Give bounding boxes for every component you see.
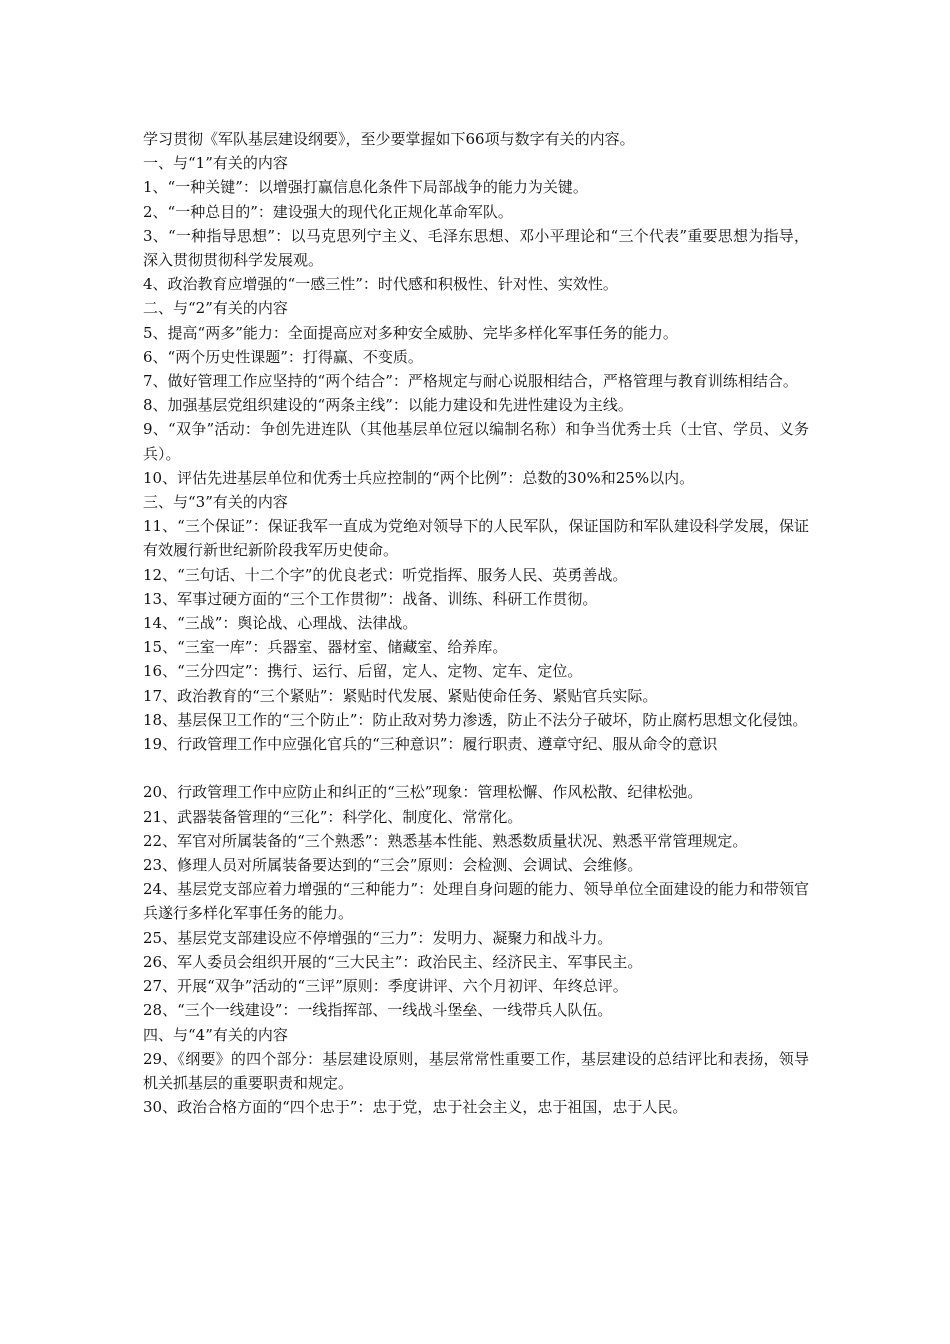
paragraph: 7、做好管理工作应坚持的“两个结合”：严格规定与耐心说服相结合，严格管理与教育训练相结合。 <box>143 372 798 391</box>
paragraph: 4、政治教育应增强的“一感三性”：时代感和积极性、针对性、实效性。 <box>143 275 618 294</box>
paragraph: 3、“一种指导思想”：以马克思列宁主义、毛泽东思想、邓小平理论和“三个代表”重要思想为指导，深入贯彻贯彻科学发展观。 <box>143 226 809 270</box>
paragraph: 29、《纲要》的四个部分：基层建设原则，基层常常性重要工作，基层建设的总结评比和表扬，领导机关抓基层的重要职责和规定。 <box>143 1049 809 1092</box>
paragraph: 27、开展“双争”活动的“三评”原则：季度讲评、六个月初评、年终总评。 <box>143 977 628 996</box>
paragraph: 30、政治合格方面的“四个忠于”：忠于党，忠于社会主义，忠于祖国，忠于人民。 <box>143 1098 688 1117</box>
blank-line <box>143 756 809 780</box>
paragraph: 9、“双争”活动：争创先进连队（其他基层单位冠以编制名称）和争当优秀士兵（士官、学员、义务兵）。 <box>143 420 809 463</box>
paragraph: 16、“三分四定”：携行、运行、后留，定人、定物、定车、定位。 <box>143 662 583 681</box>
paragraph: 6、“两个历史性课题”：打得赢、不变质。 <box>143 347 423 366</box>
section-heading: 三、与“3”有关的内容 <box>143 493 288 512</box>
paragraph: 15、“三室一库”：兵器室、器材室、储藏室、给养库。 <box>143 638 508 657</box>
paragraph: 11、“三个保证”：保证我军一直成为党绝对领导下的人民军队，保证国防和军队建设科学发展，保证有效履行新世纪新阶段我军历史使命。 <box>143 517 809 560</box>
paragraph: 19、行政管理工作中应强化官兵的“三种意识”：履行职责、遵章守纪、服从命令的意识 <box>143 735 718 754</box>
paragraph: 18、基层保卫工作的“三个防止”：防止敌对势力渗透，防止不法分子破坏，防止腐朽思想文化侵蚀。 <box>143 710 808 729</box>
paragraph: 13、军事过硬方面的“三个工作贯彻”：战备、训练、科研工作贯彻。 <box>143 589 598 608</box>
paragraph: 20、行政管理工作中应防止和纠正的“三松”现象：管理松懈、作风松散、纪律松弛。 <box>143 783 703 802</box>
paragraph: 8、加强基层党组织建设的“两条主线”：以能力建设和先进性建设为主线。 <box>143 396 633 415</box>
paragraph: 26、军人委员会组织开展的“三大民主”：政治民主、经济民主、军事民主。 <box>143 952 643 971</box>
paragraph: 24、基层党支部应着力增强的“三种能力”：处理自身问题的能力、领导单位全面建设的能力和带领官兵遂行多样化军事任务的能力。 <box>143 880 809 923</box>
paragraph: 28、“三个一线建设”：一线指挥部、一线战斗堡垒、一线带兵人队伍。 <box>143 1001 613 1020</box>
paragraph: 5、提高“两多”能力：全面提高应对多种安全威胁、完毕多样化军事任务的能力。 <box>143 323 678 342</box>
paragraph: 23、修理人员对所属装备要达到的“三会”原则：会检测、会调试、会维修。 <box>143 856 643 875</box>
paragraph: 17、政治教育的“三个紧贴”：紧贴时代发展、紧贴使命任务、紧贴官兵实际。 <box>143 686 658 705</box>
section-heading: 一、与“1”有关的内容 <box>143 154 288 173</box>
paragraph: 学习贯彻《军队基层建设纲要》，至少要掌握如下66项与数字有关的内容。 <box>143 130 635 148</box>
document-body <box>143 127 809 1119</box>
paragraph: 14、“三战”：舆论战、心理战、法律战。 <box>143 614 418 633</box>
paragraph: 1、“一种关键”：以增强打赢信息化条件下局部战争的能力为关键。 <box>143 178 588 197</box>
paragraph: 22、军官对所属装备的“三个熟悉”：熟悉基本性能、熟悉数质量状况、熟悉平常管理规定。 <box>143 831 748 850</box>
paragraph: 21、武器装备管理的“三化”：科学化、制度化、常常化。 <box>143 807 523 826</box>
section-heading: 二、与“2”有关的内容 <box>143 299 288 318</box>
paragraph: 12、“三句话、十二个字”的优良老式：听党指挥、服务人民、英勇善战。 <box>143 565 628 584</box>
paragraph: 2、“一种总目的”：建设强大的现代化正规化革命军队。 <box>143 202 513 221</box>
paragraph: 10、评估先进基层单位和优秀士兵应控制的“两个比例”：总数的30%和25%以内。 <box>143 468 695 487</box>
paragraph: 25、基层党支部建设应不停增强的“三力”：发明力、凝聚力和战斗力。 <box>143 928 613 947</box>
section-heading: 四、与“4”有关的内容 <box>143 1025 288 1044</box>
